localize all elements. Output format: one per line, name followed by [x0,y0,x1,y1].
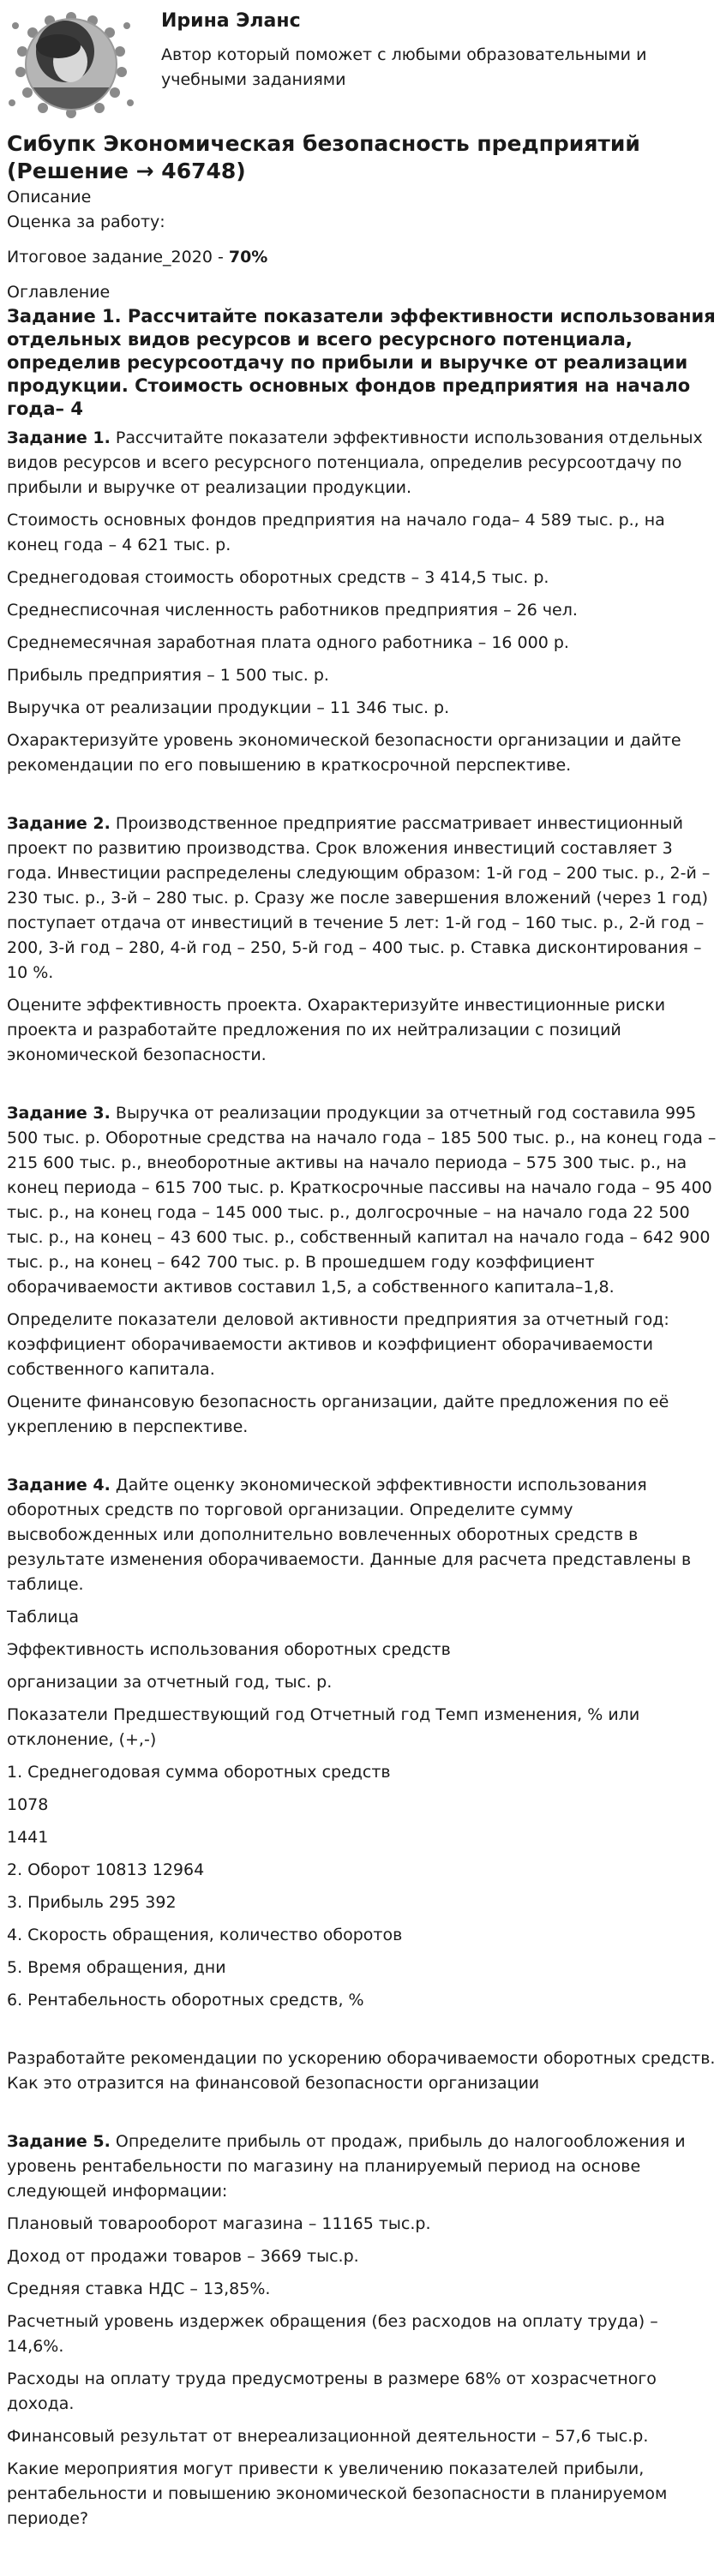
task-3-intro-text: Выручка от реализации продукции за отчетный год составила 995 500 тыс. р. Оборотные средства на начало года – 185 500 тыс. р., на конец года – 215 600 тыс. р., внеоборотные активы на начало периода – 575 300 тыс. р., на конец периода – 615 700 тыс. р. Краткосрочные пассивы на начало года – 95 400 тыс. р., на конец года – 145 000 тыс. р., долгосрочные – на начало года 22 500 тыс. р., на конец – 43 600 тыс. р., собственный капитал на начало года – 642 900 тыс. р., на конец – 642 700 тыс. р. В прошедшем году коэффициент оборачиваемости активов составил 1,5, а собственного капитала–1,8. [7,1104,717,1297]
final-grade-prefix: Итоговое задание_2020 - [7,248,229,267]
task-4-line: 1078 [7,1795,49,1814]
task-4-line: Эффективность использования оборотных средств [7,1640,451,1659]
task-1-line: Стоимость основных фондов предприятия на начало года– 4 589 тыс. р., на конец года – 4 621 тыс. р. [7,511,665,554]
author-avatar[interactable] [7,9,135,120]
task-4-line: 5. Время обращения, дни [7,1958,226,1977]
task-5-label: Задание 5. [7,2132,111,2151]
task-4-line: 1441 [7,1828,49,1847]
task-5-intro-text: Определите прибыль от продаж, прибыль до налогообложения и уровень рентабельности по магазину на планируемый период на основе следующей информации: [7,2132,686,2201]
task-4-intro-text: Дайте оценку экономической эффективности использования оборотных средств по торговой организации. Определите сумму высвобожденных или дополнительно вовлеченных оборотных средств в результате изменения оборачиваемости. Данные для расчета представлены в таблице. [7,1476,692,1594]
task-5-line: Финансовый результат от внереализационной деятельности – 57,6 тыс.р. [7,2427,649,2446]
task-4-label: Задание 4. [7,1476,111,1495]
task-4-line: 6. Рентабельность оборотных средств, % [7,1991,364,2010]
task-1-intro-text: Рассчитайте показатели эффективности использования отдельных видов ресурсов и всего ресурсного потенциала, определив ресурсоотдачу по прибыли и выручке от реализации продукции. [7,428,703,497]
task-4-line: 4. Скорость обращения, количество оборотов [7,1926,403,1944]
author-info [161,9,693,93]
task-3-label: Задание 3. [7,1104,111,1123]
task-3-line: Оцените финансовую безопасность организации, дайте предложения по её укреплению в перспективе. [7,1393,669,1436]
task-5-line: Какие мероприятия могут привести к увеличению показателей прибыли, рентабельности и повышению экономической безопасности в планируемом периоде? [7,2459,668,2528]
task-5-line: Доход от продажи товаров – 3669 тыс.р. [7,2247,359,2266]
task-5-line: Средняя ставка НДС – 13,85%. [7,2279,271,2298]
task-5-line: Плановый товарооборот магазина – 11165 тыс.р. [7,2214,431,2233]
task-3 [7,1101,719,1440]
task-4-line: Показатели Предшествующий год Отчетный год Темп изменения, % или отклонение, (+,-) [7,1705,640,1749]
grade-label: Оценка за работу: [7,213,165,231]
task-1-line: Среднемесячная заработная плата одного работника – 16 000 р. [7,633,569,652]
task-4-line: 2. Оборот 10813 12964 [7,1860,205,1879]
final-grade-score: 70% [228,248,268,267]
toc-label: Оглавление [7,283,111,302]
toc-text[interactable]: Задание 1. Рассчитайте показатели эффективности использования отдельных видов ресурсов и всего ресурсного потенциала, определив ресурсоотдачу по прибыли и выручке от реализации продукции. Стоимость основных фондов предприятия на начало года– 4 [7,306,716,419]
task-5-line: Расчетный уровень издержек обращения (без расходов на оплату труда) – 14,6%. [7,2312,658,2356]
task-1-line: Прибыль предприятия – 1 500 тыс. р. [7,666,329,685]
task-4-line: 1. Среднегодовая сумма оборотных средств [7,1763,391,1782]
task-4-line: организации за отчетный год, тыс. р. [7,1673,333,1692]
task-1-intro [7,426,719,500]
task-1-line: Среднесписочная численность работников предприятия – 26 чел. [7,601,578,620]
task-5 [7,2130,719,2531]
task-2-intro-text: Производственное предприятие рассматривает инвестиционный проект по развитию производства. Срок вложения инвестиций составляет 3 года. Инвестиции распределены следующим образом: 1-й год – 200 тыс. р., 2-й – 230 тыс. р., 3-й – 280 тыс. р. Сразу же после завершения вложений (через 1 год) поступает отдача от инвестиций в течение 5 лет: 1-й год – 160 тыс. р., 2-й год – 200, 3-й год – 280, 4-й год – 250, 5-й год – 400 тыс. р. Ставка дисконтирования – 10 %. [7,814,711,982]
task-4-after: Разработайте рекомендации по ускорению оборачиваемости оборотных средств. Как это отразится на финансовой безопасности организации [7,2049,716,2093]
task-3-line: Определите показатели деловой активности предприятия за отчетный год: коэффициент оборачиваемости активов и коэффициент оборачиваемости собственного капитала. [7,1310,669,1379]
task-4-intro [7,1473,719,1597]
description-label: Описание [7,188,92,207]
task-1-line: Охарактеризуйте уровень экономической безопасности организации и дайте рекомендации по его повышению в краткосрочной перспективе. [7,731,681,775]
task-4-line: 3. Прибыль 295 392 [7,1893,177,1912]
author-description: Автор который поможет с любыми образовательными и учебными заданиями [161,45,647,89]
final-grade [7,245,719,270]
task-1-label: Задание 1. [7,428,111,447]
task-1-line: Среднегодовая стоимость оборотных средств – 3 414,5 тыс. р. [7,568,549,587]
avatar-image [7,9,135,120]
task-5-intro [7,2130,719,2204]
task-2-line: Оцените эффективность проекта. Охарактеризуйте инвестиционные риски проекта и разработайте предложения по их нейтрализации с позиций экономической безопасности. [7,996,666,1064]
task-1 [7,426,719,778]
task-3-intro [7,1101,719,1300]
task-4 [7,1473,719,2096]
task-5-line: Расходы на оплату труда предусмотрены в размере 68% от хозрасчетного дохода. [7,2369,657,2413]
task-2 [7,812,719,1068]
document-title: Сибупк Экономическая безопасность предприятий (Решение → 46748) [7,131,640,183]
task-2-intro [7,812,719,985]
task-2-label: Задание 2. [7,814,111,833]
task-4-line: Таблица [7,1608,80,1626]
task-1-line: Выручка от реализации продукции – 11 346 тыс. р. [7,698,450,717]
author-name[interactable]: Ирина Эланс [161,10,301,32]
author-card [7,0,719,129]
